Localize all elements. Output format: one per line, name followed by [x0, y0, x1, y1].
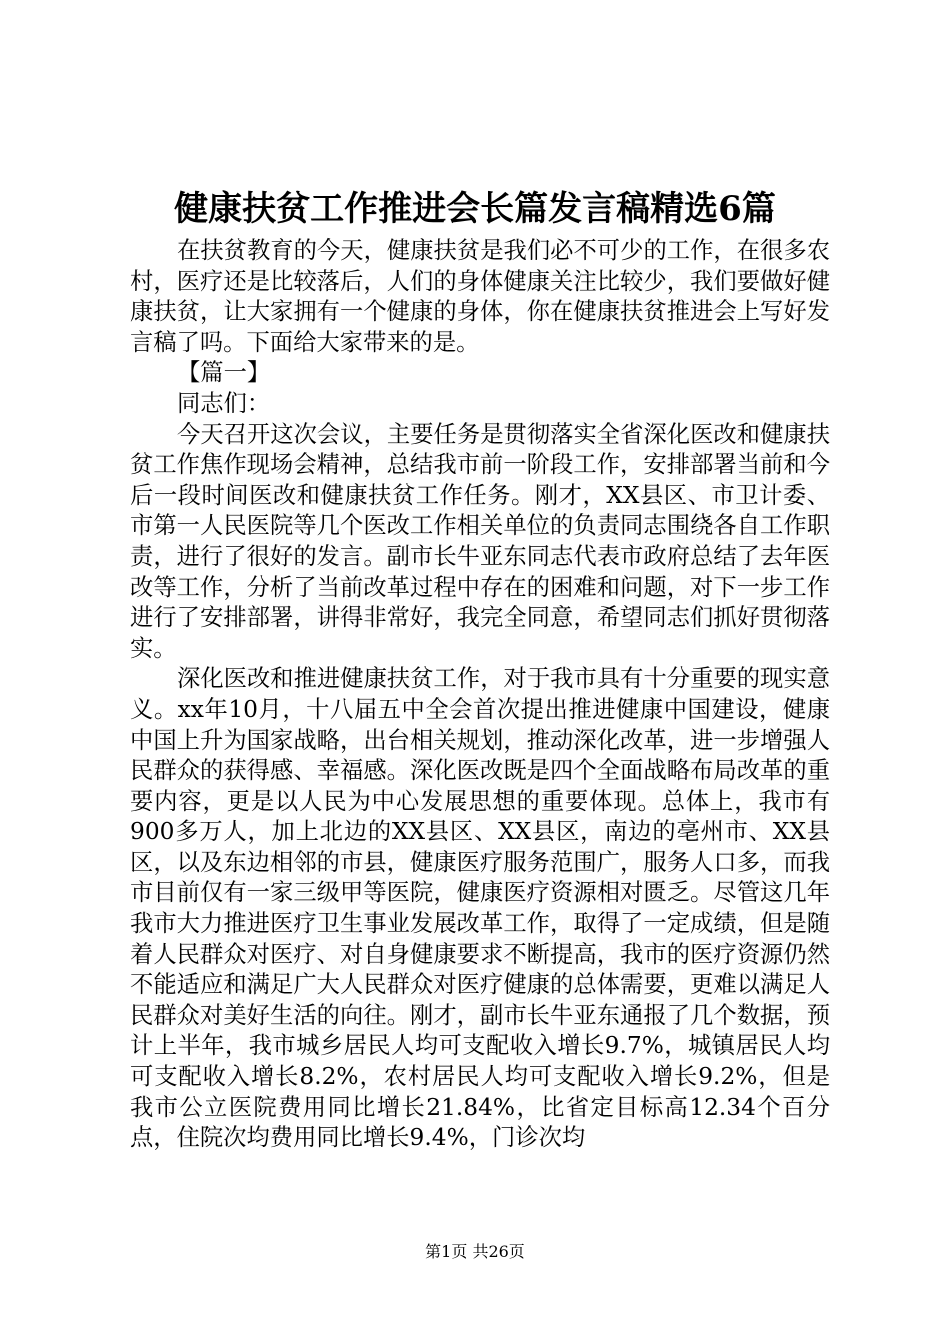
- document-title: 健康扶贫工作推进会长篇发言稿精选6篇: [174, 189, 776, 229]
- intro-paragraph: 在扶贫教育的今天，健康扶贫是我们必不可少的工作，在很多农村，医疗还是比较落后，人们的身体健康关注比较少，我们要做好健康扶贫，让大家拥有一个健康的身体，你在健康扶贫推进会上写好发言稿了吗。下面给大家带来的是。: [130, 237, 830, 356]
- body-paragraph-1: 今天召开这次会议，主要任务是贯彻落实全省深化医改和健康扶贫工作焦作现场会精神，总结我市前一阶段工作，安排部署当前和今后一段时间医改和健康扶贫工作任务。刚才，XX县区、市卫计委、市第一人民医院等几个医改工作相关单位的负责同志围绕各自工作职责，进行了很好的发言。副市长牛亚东同志代表市政府总结了去年医改等工作，分析了当前改革过程中存在的困难和问题，对下一步工作进行了安排部署，讲得非常好，我完全同意，希望同志们抓好贯彻落实。: [130, 420, 830, 662]
- body-paragraph-2: 深化医改和推进健康扶贫工作，对于我市具有十分重要的现实意义。xx年10月，十八届五中全会首次提出推进健康中国建设，健康中国上升为国家战略，出台相关规划，推动深化改革，进一步增强人民群众的获得感、幸福感。深化医改既是四个全面战略布局改革的重要内容，更是以人民为中心发展思想的重要体现。总体上，我市有900多万人，加上北边的XX县区、XX县区，南边的亳州市、XX县区，以及东边相邻的市县，健康医疗服务范围广，服务人口多，而我市目前仅有一家三级甲等医院，健康医疗资源相对匮乏。尽管这几年我市大力推进医疗卫生事业发展改革工作，取得了一定成绩，但是随着人民群众对医疗、对自身健康要求不断提高，我市的医疗资源仍然不能适应和满足广大人民群众对医疗健康的总体需要，更难以满足人民群众对美好生活的向往。刚才，副市长牛亚东通报了几个数据，预计上半年，我市城乡居民人均可支配收入增长9.7%，城镇居民人均可支配收入增长8.2%，农村居民人均可支配收入增长9.2%，但是我市公立医院费用同比增长21.84%，比省定目标高12.34个百分点，住院次均费用同比增长9.4%，门诊次均: [130, 665, 830, 1152]
- document-body: [130, 236, 830, 1154]
- salutation: 同志们：: [177, 389, 271, 417]
- page-footer: 第1页 共26页: [425, 1242, 525, 1261]
- section-heading: 【篇一】: [177, 359, 271, 387]
